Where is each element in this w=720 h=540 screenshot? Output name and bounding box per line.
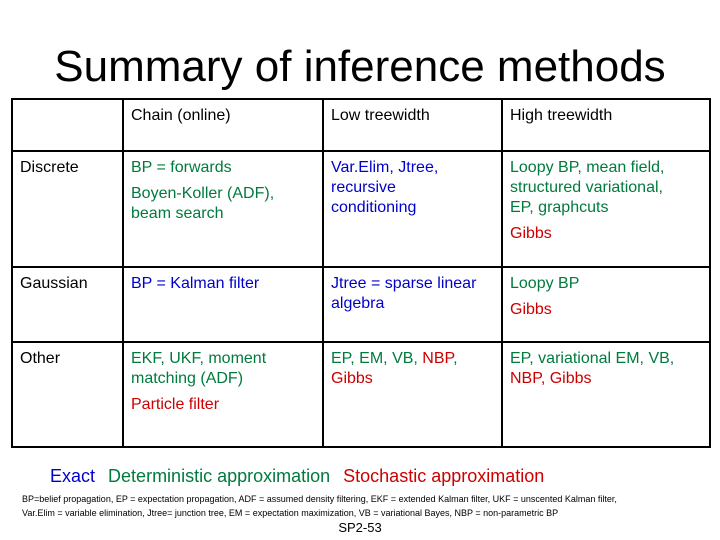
other-low-line-1: EP, EM, VB, NBP, — [331, 350, 458, 367]
legend-stochastic: Stochastic approximation — [343, 466, 545, 486]
table-row-other — [12, 342, 710, 447]
methods-table — [11, 98, 711, 448]
cell-discrete-high: Loopy BP, mean field, structured variational, EP, graphcuts Gibbs — [502, 151, 710, 267]
cell-other-high: EP, variational EM, VB, NBP, Gibbs — [502, 342, 710, 447]
header-cell-low-treewidth: Low treewidth — [323, 99, 502, 151]
row-label-other: Other — [12, 342, 123, 447]
legend-exact: Exact — [50, 466, 96, 486]
abbreviations-footnote — [22, 492, 698, 520]
table-row-gaussian — [12, 267, 710, 342]
row-label-gaussian: Gaussian — [12, 267, 123, 342]
cell-gaussian-high: Loopy BP Gibbs — [502, 267, 710, 342]
page-number: SP2-53 — [338, 520, 382, 535]
cell-gaussian-chain: BP = Kalman filter — [123, 267, 323, 342]
cell-gaussian-low: Jtree = sparse linear algebra — [323, 267, 502, 342]
header-cell-high-treewidth: High treewidth — [502, 99, 710, 151]
legend-deterministic: Deterministic approximation — [108, 466, 331, 486]
cell-discrete-low: Var.Elim, Jtree, recursive conditioning — [323, 151, 502, 267]
cell-discrete-chain: BP = forwards Boyen-Koller (ADF), beam search — [123, 151, 323, 267]
table-row-discrete — [12, 151, 710, 267]
cell-other-low: EP, EM, VB, NBP, Gibbs — [323, 342, 502, 447]
footnote-line: Var.Elim = variable elimination, Jtree= junction tree, EM = expectation maximization, VB = variational Bayes, NBP = non-parametric BP — [22, 508, 559, 518]
header-cell-empty — [12, 99, 123, 151]
color-legend — [50, 464, 552, 488]
header-cell-chain: Chain (online) — [123, 99, 323, 151]
table-header-row — [12, 99, 710, 151]
slide-title: Summary of inference methods — [54, 42, 666, 91]
footnote-line: BP=belief propagation, EP = expectation propagation, ADF = assumed density filtering, EKF = extended Kalman filter, UKF = unscented Kalman filter, — [22, 494, 617, 504]
cell-other-chain: EKF, UKF, moment matching (ADF) Particle filter — [123, 342, 323, 447]
row-label-discrete: Discrete — [12, 151, 123, 267]
